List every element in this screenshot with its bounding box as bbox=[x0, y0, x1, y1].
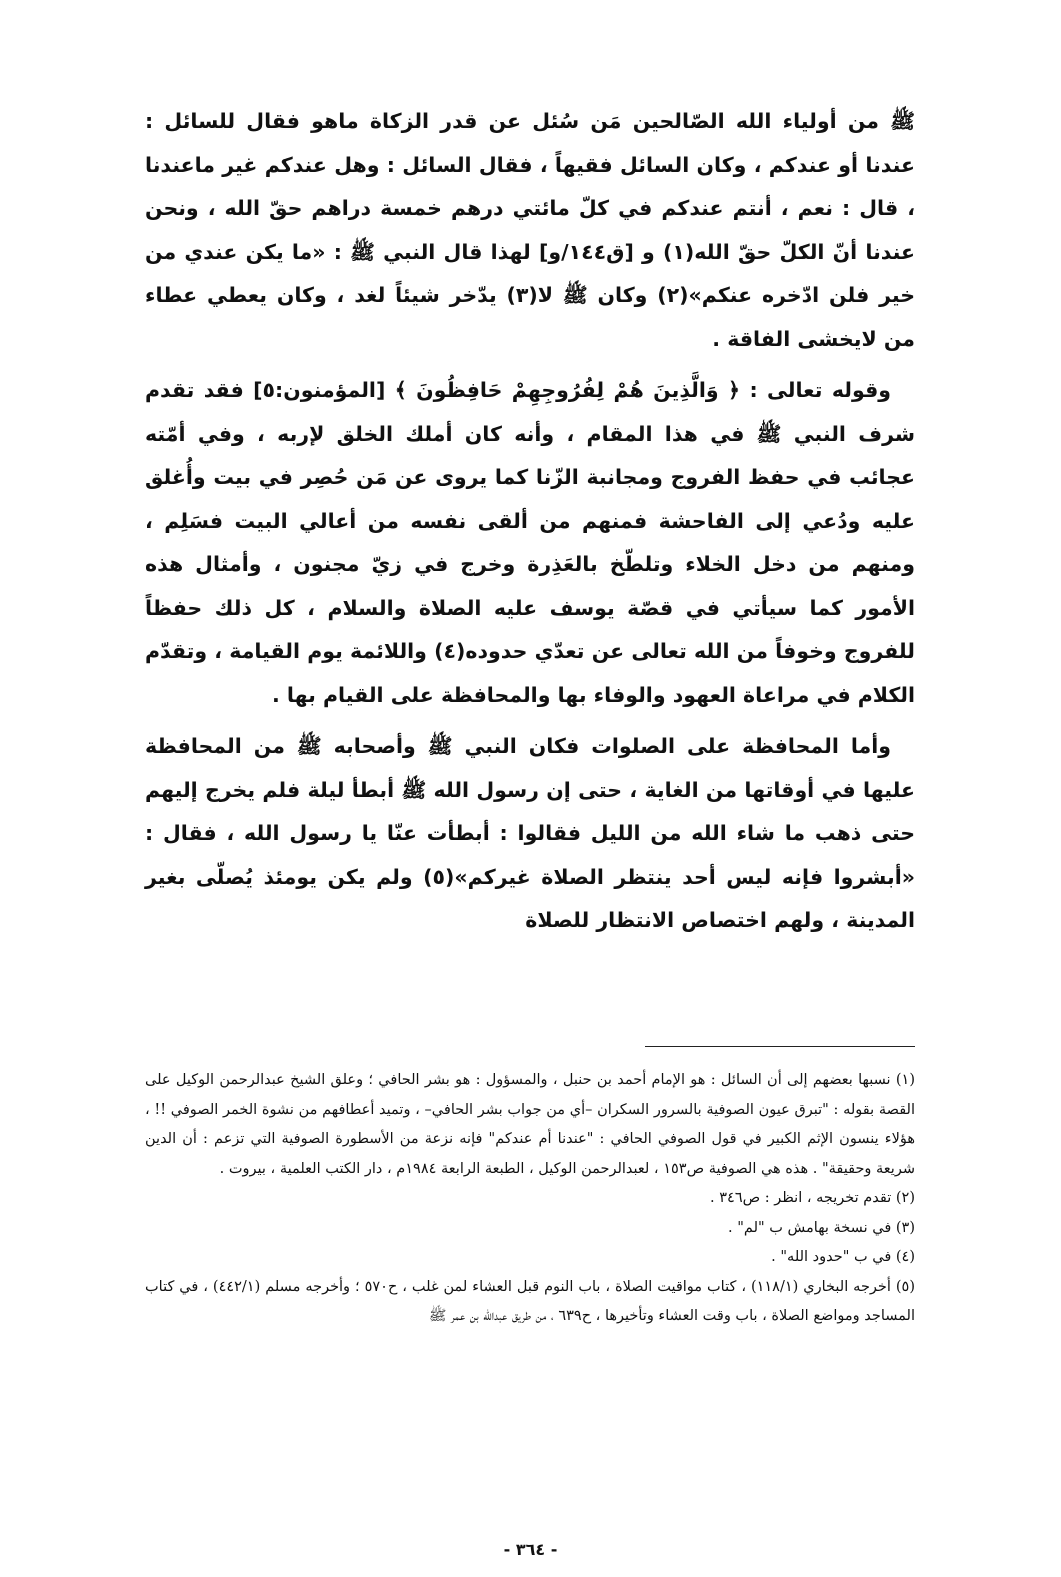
footnote-3: (٣) في نسخة بهامش ب "لم" . bbox=[728, 1219, 915, 1236]
footnotes bbox=[145, 1066, 915, 1332]
footnote-1: (١) نسبها بعضهم إلى أن السائل : هو الإمام أحمد بن حنبل ، والمسؤول : هو بشر الحافي ؛ وعلق الشيخ عبدالرحمن الوكيل على القصة بقوله : "تبرق عيون الصوفية بالسرور السكران –أي من جواب بشر الحافي– ، وتميد أعطافهم من نشوة الخمر الصوفي !! ، هؤلاء ينسون الإثم الكبير في قول الصوفي الحافي : "عندنا أم عندكم" فإنه نزعة من الأسطورة الصوفية التي تزعم : أن الدين شريعة وحقيقة" . هذه هي الصوفية ص١٥٣ ، لعبدالرحمن الوكيل ، الطبعة الرابعة ١٩٨٤م ، دار الكتب العلمية ، بيروت . bbox=[145, 1072, 915, 1177]
footnote-5: (٥) أخرجه البخاري (١١٨/١) ، كتاب مواقيت الصلاة ، باب النوم قبل العشاء لمن غلب ، ح٥٧٠ ؛ وأخرجه مسلم (٤٤٢/١) ، في كتاب المساجد ومواضع الصلاة ، باب وقت العشاء وتأخيرها ، ح٦٣٩ ، من طريق عبدالله بن عمر ﷺ bbox=[145, 1278, 915, 1324]
main-text bbox=[145, 100, 915, 943]
footnote-2: (٢) تقدم تخريجه ، انظر : ص٣٤٦ . bbox=[710, 1190, 915, 1206]
footnote-4: (٤) في ب "حدود الله" . bbox=[771, 1249, 915, 1265]
body-paragraph-3: وأما المحافظة على الصلوات فكان النبي ﷺ وأصحابه ﷺ من المحافظة عليها في أوقاتها من الغاية ، حتى إن رسول الله ﷺ أبطأ ليلة فلم يخرج إليهم حتى ذهب ما شاء الله من الليل فقالوا : أبطأت عنّا يا رسول الله ، فقال : «أبشروا فإنه ليس أحد ينتظر الصلاة غيركم»(٥) ولم يكن يومئذ يُصلّى بغير المدينة ، ولهم اختصاص الانتظار للصلاة bbox=[145, 734, 916, 932]
page-number: - ٣٦٤ - bbox=[503, 1540, 558, 1559]
footnote-separator bbox=[645, 1046, 915, 1047]
page-body bbox=[145, 100, 915, 951]
body-paragraph-2: وقوله تعالى : ﴿ وَالَّذِينَ هُمْ لِفُرُوجِهِمْ حَافِظُونَ ﴾ [المؤمنون:٥] فقد تقدم شرف النبي ﷺ في هذا المقام ، وأنه كان أملك الخلق لإربه ، وفي أمّته عجائب في حفظ الفروج ومجانبة الزّنا كما يروى عن مَن حُصِر في بيت وأُغلق عليه ودُعي إلى الفاحشة فمنهم من ألقى نفسه من أعالي البيت فسَلِم ، ومنهم من دخل الخلاء وتلطّخ بالعَذِرة وخرج في زيّ مجنون ، وأمثال هذه الأمور كما سيأتي في قصّة يوسف عليه الصلاة والسلام ، كل ذلك حفظاً للفروج وخوفاً من الله تعالى عن تعدّي حدوده(٤) واللائمة يوم القيامة ، وتقدّم الكلام في مراعاة العهود والوفاء بها والمحافظة على القيام بها . bbox=[145, 378, 915, 707]
body-paragraph-1: ﷺ من أولياء الله الصّالحين مَن سُئل عن قدر الزكاة ماهو فقال للسائل : عندنا أو عندكم ، وكان السائل فقيهاً ، فقال السائل : وهل عندكم غير ماعندنا ، قال : نعم ، أنتم عندكم في كلّ مائتي درهم خمسة دراهم حقّ الله ، ونحن عندنا أنّ الكلّ حقّ الله(١) و [ق١٤٤/و] لهذا قال النبي ﷺ : «ما يكن عندي من خير فلن ادّخره عنكم»(٢) وكان ﷺ لا(٣) يدّخر شيئاً لغد ، وكان يعطي عطاء من لايخشى الفاقة . bbox=[145, 109, 915, 351]
